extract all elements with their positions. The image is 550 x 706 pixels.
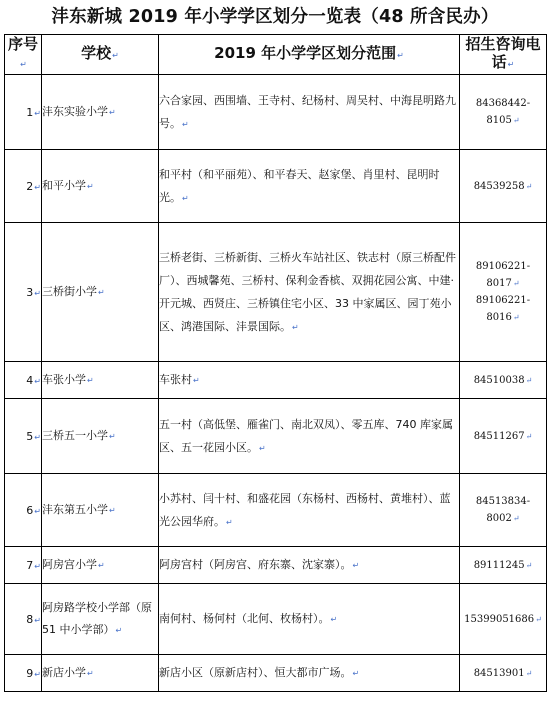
row-number-text: 4 (26, 373, 34, 387)
district-range-text: 新店小区（原新店村）、恒大都市广场。 (159, 666, 352, 679)
school-name (42, 399, 159, 474)
paragraph-mark-icon: ↵ (525, 560, 533, 570)
header-range-label: 2019 年小学学区划分范围 (214, 44, 397, 62)
district-range-text: 车张村 (159, 373, 192, 386)
district-range-text: 和平村（和平丽苑）、和平春天、赵家堡、肖里村、昆明时光。 (159, 167, 440, 204)
paragraph-mark-icon: ↵ (115, 625, 123, 635)
school-name (42, 150, 159, 223)
row-number (5, 399, 42, 474)
district-range-text: 五一村（高低堡、雁雀门、南北双凤）、零五库、740 库家属区、五一花园小区。 (159, 417, 453, 454)
row-number-text: 2 (26, 179, 34, 193)
school-name-text: 沣东第五小学 (42, 502, 108, 516)
phone-number-text: 84513834-8002 (475, 496, 531, 524)
district-range-text: 三桥老街、三桥新街、三桥火车站社区、铁志村（原三桥配件厂）、西城馨苑、三桥村、保利金香槟、双拥花园公寓、中建·开元城、西贤庄、三桥镇住宅小区、33 中家属区、园丁苑小区、鸿港国际、沣景国际。 (159, 250, 456, 333)
header-no (5, 35, 42, 75)
paragraph-mark-icon: ↵ (34, 182, 41, 192)
phone-number-text: 84539258 (473, 180, 525, 192)
phone-number (460, 493, 546, 527)
row-number-text: 3 (26, 285, 34, 299)
paragraph-mark-icon: ↵ (512, 116, 520, 125)
contact-phone (460, 547, 547, 584)
district-range (159, 474, 460, 547)
header-range (159, 35, 460, 75)
paragraph-mark-icon: ↵ (525, 431, 533, 441)
paragraph-mark-icon: ↵ (34, 108, 41, 118)
row-number (5, 474, 42, 547)
paragraph-mark-icon: ↵ (87, 375, 94, 385)
paragraph-mark-icon: ↵ (182, 119, 189, 129)
phone-number-text: 89106221-8017 (475, 261, 531, 289)
contact-phone (460, 150, 547, 223)
paragraph-mark-icon: ↵ (193, 376, 200, 385)
paragraph-mark-icon: ↵ (34, 615, 41, 625)
phone-number (460, 292, 546, 326)
paragraph-mark-icon: ↵ (112, 51, 119, 60)
row-number (5, 75, 42, 150)
paragraph-mark-icon: ↵ (507, 60, 515, 69)
table-row (5, 474, 547, 547)
row-number (5, 150, 42, 223)
table-row (5, 223, 547, 362)
paragraph-mark-icon: ↵ (109, 505, 116, 515)
row-number-text: 7 (26, 558, 34, 572)
paragraph-mark-icon: ↵ (512, 279, 520, 288)
phone-number-text: 89111245 (473, 559, 525, 571)
phone-number (460, 665, 546, 682)
school-name-text: 阿房路学校小学部（原 51 中小学部） (42, 600, 152, 636)
contact-phone (460, 362, 547, 399)
district-range (159, 150, 460, 223)
school-name (42, 474, 159, 547)
paragraph-mark-icon: ↵ (34, 561, 41, 571)
row-number-text: 8 (26, 612, 34, 626)
paragraph-mark-icon: ↵ (512, 313, 520, 322)
school-name-text: 车张小学 (42, 372, 86, 386)
phone-number (460, 372, 546, 389)
table-header-row (5, 35, 547, 75)
school-name (42, 547, 159, 584)
district-range-text: 小苏村、闫十村、和盛花园（东杨村、西杨村、黄堆村）、蓝光公园华府。 (159, 491, 451, 528)
phone-number (460, 428, 546, 445)
school-name-text: 阿房宫小学 (42, 557, 97, 571)
table-row (5, 150, 547, 223)
district-range (159, 655, 460, 692)
contact-phone (460, 399, 547, 474)
header-phone-label: 招生咨询电话 (465, 35, 541, 71)
paragraph-mark-icon: ↵ (87, 181, 94, 191)
table-row (5, 584, 547, 655)
row-number (5, 655, 42, 692)
school-name (42, 223, 159, 362)
district-range (159, 362, 460, 399)
paragraph-mark-icon: ↵ (20, 60, 27, 69)
district-range (159, 584, 460, 655)
paragraph-mark-icon: ↵ (34, 669, 41, 679)
school-name (42, 655, 159, 692)
header-no-label: 序号 (7, 35, 38, 53)
paragraph-mark-icon: ↵ (87, 668, 94, 678)
paragraph-mark-icon: ↵ (330, 615, 338, 624)
paragraph-mark-icon: ↵ (34, 506, 41, 516)
phone-number-text: 84511267 (473, 430, 525, 442)
paragraph-mark-icon: ↵ (352, 669, 360, 678)
row-number (5, 362, 42, 399)
paragraph-mark-icon: ↵ (292, 322, 299, 332)
paragraph-mark-icon: ↵ (352, 561, 360, 570)
row-number (5, 547, 42, 584)
school-name (42, 75, 159, 150)
phone-number-text: 15399051686 (464, 613, 535, 625)
district-range-text: 六合家园、西围墙、王寺村、纪杨村、周吴村、中海昆明路九号。 (159, 93, 456, 130)
paragraph-mark-icon: ↵ (535, 614, 542, 624)
row-number-text: 5 (26, 429, 34, 443)
paragraph-mark-icon: ↵ (259, 443, 266, 453)
phone-number (460, 258, 546, 292)
contact-phone (460, 655, 547, 692)
phone-number (460, 178, 546, 195)
district-range (159, 547, 460, 584)
school-name (42, 584, 159, 655)
contact-phone (460, 474, 547, 547)
table-row (5, 655, 547, 692)
contact-phone (460, 75, 547, 150)
paragraph-mark-icon: ↵ (34, 376, 41, 386)
school-name-text: 和平小学 (42, 178, 86, 192)
row-number (5, 584, 42, 655)
district-range (159, 75, 460, 150)
phone-number-text: 84510038 (473, 374, 525, 386)
paragraph-mark-icon: ↵ (525, 668, 533, 678)
table-body (5, 75, 547, 692)
school-name-text: 沣东实验小学 (42, 104, 108, 118)
paragraph-mark-icon: ↵ (525, 375, 533, 385)
contact-phone (460, 223, 547, 362)
school-name-text: 三桥五一小学 (42, 428, 108, 442)
paragraph-mark-icon: ↵ (226, 517, 233, 527)
school-district-table (4, 34, 547, 692)
table-row (5, 547, 547, 584)
contact-phone (460, 584, 547, 655)
header-phone (460, 35, 547, 75)
paragraph-mark-icon: ↵ (525, 181, 533, 191)
district-range (159, 399, 460, 474)
paragraph-mark-icon: ↵ (109, 107, 116, 117)
phone-number-text: 84513901 (473, 667, 525, 679)
school-name (42, 362, 159, 399)
header-school (42, 35, 159, 75)
row-number-text: 9 (26, 666, 34, 680)
school-name-text: 新店小学 (42, 665, 86, 679)
school-name-text: 三桥街小学 (42, 284, 97, 298)
paragraph-mark-icon: ↵ (512, 514, 520, 523)
district-range (159, 223, 460, 362)
paragraph-mark-icon: ↵ (182, 193, 189, 203)
table-row (5, 362, 547, 399)
phone-number (460, 95, 546, 129)
page-title: 沣东新城 2019 年小学学区划分一览表（48 所含民办） (51, 7, 499, 27)
header-school-label: 学校 (81, 44, 112, 62)
phone-number-text: 84368442-8105 (475, 98, 531, 126)
paragraph-mark-icon: ↵ (34, 432, 41, 442)
row-number-text: 1 (26, 105, 34, 119)
phone-number (460, 611, 546, 628)
district-range-text: 南何村、杨何村（北何、枚杨村）。 (159, 612, 330, 625)
paragraph-mark-icon: ↵ (34, 288, 41, 298)
paragraph-mark-icon: ↵ (98, 560, 105, 570)
row-number (5, 223, 42, 362)
paragraph-mark-icon: ↵ (109, 431, 116, 441)
paragraph-mark-icon: ↵ (98, 287, 105, 297)
table-row (5, 399, 547, 474)
row-number-text: 6 (26, 503, 34, 517)
phone-number-text: 89106221-8016 (475, 295, 531, 323)
paragraph-mark-icon: ↵ (397, 51, 404, 60)
table-row (5, 75, 547, 150)
phone-number (460, 557, 546, 574)
district-range-text: 阿房宫村（阿房宫、府东寨、沈家寨）。 (159, 558, 352, 571)
